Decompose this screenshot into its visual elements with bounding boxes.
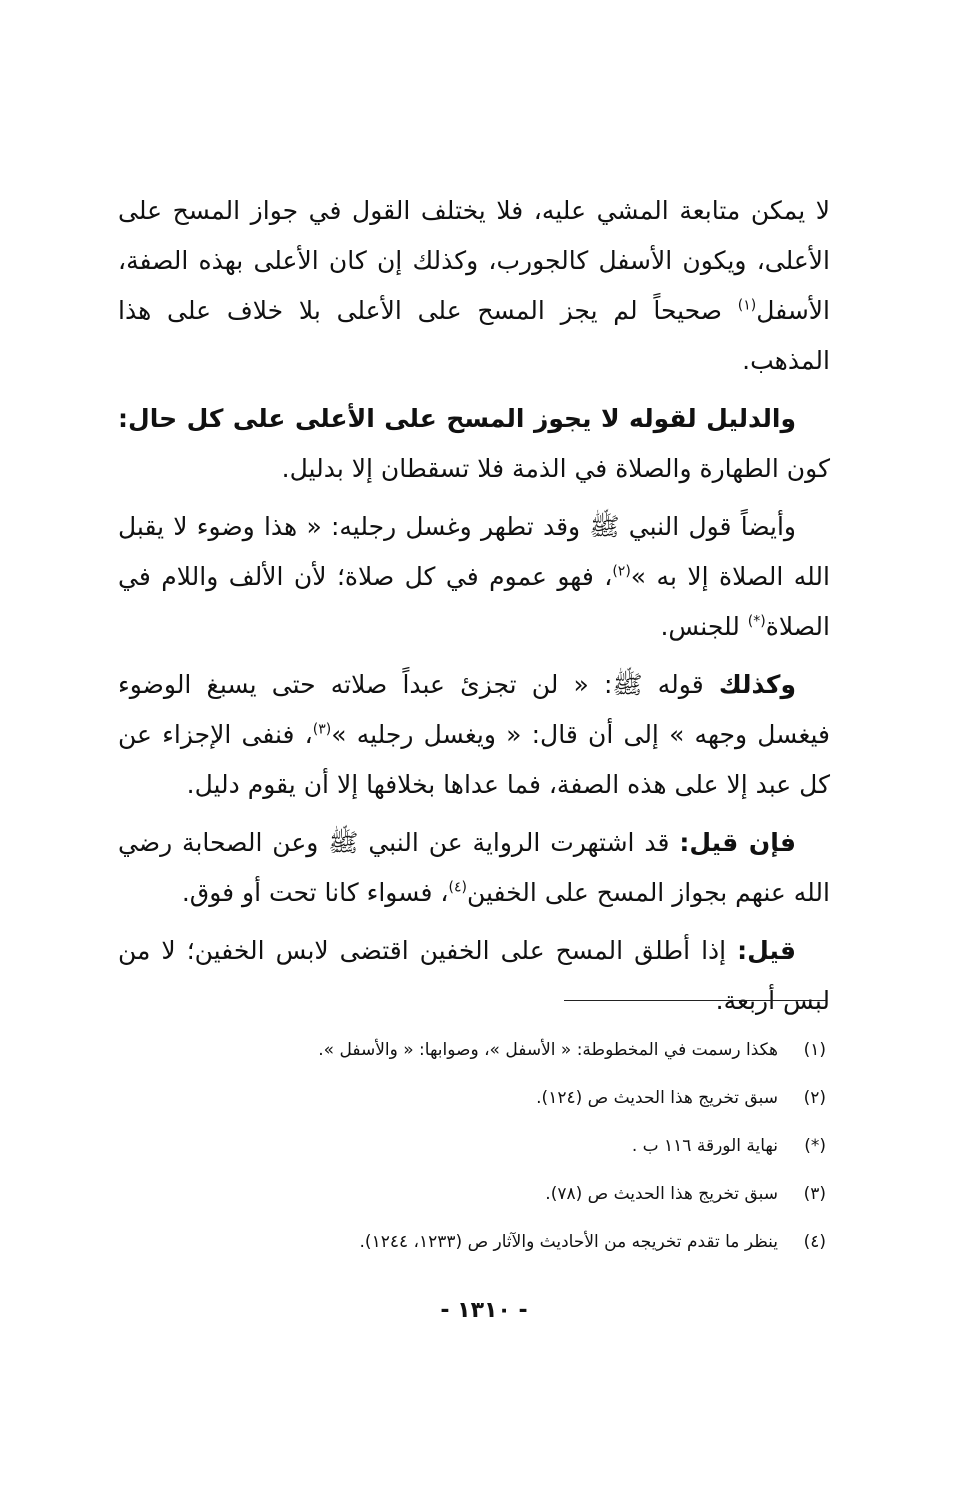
- paragraph-4-text: قوله ﷺ: « لن تجزئ عبداً صلاته حتى يسبغ الوضوء فيغسل وجهه » إلى أن قال: « ويغسل رجليه »: [118, 670, 830, 749]
- footnote-text: نهاية الورقة ١١٦ ب .: [631, 1136, 778, 1156]
- paragraph-4-lead: وكذلك: [718, 670, 796, 699]
- footnote-item: [226, 1170, 826, 1218]
- footnote-text: هكذا رسمت في المخطوطة: « الأسفل »، وصوابها: « والأسفل ».: [318, 1040, 778, 1060]
- footnote-number: (١): [803, 1040, 826, 1060]
- paragraph-6-lead: قيل:: [737, 936, 796, 965]
- footnotes: [226, 1026, 826, 1266]
- footnote-number: (٢): [803, 1088, 826, 1108]
- footnote-number: (٣): [803, 1184, 826, 1204]
- footnote-ref-4: (٤): [448, 879, 467, 896]
- paragraph-2: [118, 394, 830, 494]
- paragraph-3: [118, 502, 830, 652]
- paragraph-1-rest: صحيحاً لم يجز المسح على الأعلى بلا خلاف على هذا المذهب.: [118, 296, 830, 375]
- footnote-text: ينظر ما تقدم تخريجه من الأحاديث والآثار ص (١٢٣٣، ١٢٤٤).: [359, 1232, 778, 1252]
- footnote-ref-1: (١): [737, 297, 757, 314]
- paragraph-4-rest: ، فنفى الإجزاء عن كل عبد إلا على هذه الصفة، فما عداها بخلافها إلا أن يقوم دليل.: [118, 720, 830, 799]
- footnote-item: [226, 1218, 826, 1266]
- paragraph-4: [118, 660, 830, 810]
- paragraph-3-rest-2: للجنس.: [660, 612, 748, 641]
- footnote-item: [226, 1122, 826, 1170]
- paragraph-5-lead: فإن قيل:: [679, 828, 796, 857]
- paragraph-3-rest: ، فهو عموم في كل صلاة؛ لأن الألف واللام في الصلاة: [118, 562, 830, 641]
- footnote-ref-star: (*): [747, 613, 766, 630]
- paragraph-5: [118, 818, 830, 918]
- paragraph-2-lead: والدليل لقوله لا يجوز المسح على الأعلى على كل حال:: [118, 404, 796, 433]
- footnote-number: (٤): [803, 1232, 826, 1252]
- main-text: [118, 186, 830, 1034]
- paragraph-6: [118, 926, 830, 1026]
- footnote-text: سبق تخريج هذا الحديث ص (٧٨).: [545, 1184, 778, 1204]
- footnote-number: (*): [804, 1136, 826, 1156]
- paragraph-3-text: وأيضاً قول النبي ﷺ وقد تطهر وغسل رجليه: « هذا وضوء لا يقبل الله الصلاة إلا به »: [118, 512, 830, 591]
- footnote-ref-3: (٣): [312, 721, 332, 738]
- paragraph-5-text: قد اشتهرت الرواية عن النبي ﷺ وعن الصحابة رضي الله عنهم بجواز المسح على الخفين: [118, 828, 830, 907]
- paragraph-6-text: إذا أطلق المسح على الخفين اقتضى لابس الخفين؛ لا من لبس أربعة.: [118, 936, 830, 1015]
- footnote-text: سبق تخريج هذا الحديث ص (١٢٤).: [536, 1088, 778, 1108]
- footnote-ref-2: (٢): [612, 563, 631, 580]
- paragraph-5-rest: ، فسواء كانا تحت أو فوق.: [181, 878, 449, 907]
- footnote-separator: [564, 1000, 826, 1001]
- footnote-item: [226, 1026, 826, 1074]
- footnote-item: [226, 1074, 826, 1122]
- paragraph-1-text: لا يمكن متابعة المشي عليه، فلا يختلف القول في جواز المسح على الأعلى، ويكون الأسفل كالجورب، وكذلك إن كان الأعلى بهذه الصفة، الأسفل: [118, 196, 830, 325]
- paragraph-2-text: كون الطهارة والصلاة في الذمة فلا تسقطان إلا بدليل.: [281, 454, 830, 483]
- paragraph-1: [118, 186, 830, 386]
- page-number: - ١٣١٠ -: [440, 1298, 528, 1323]
